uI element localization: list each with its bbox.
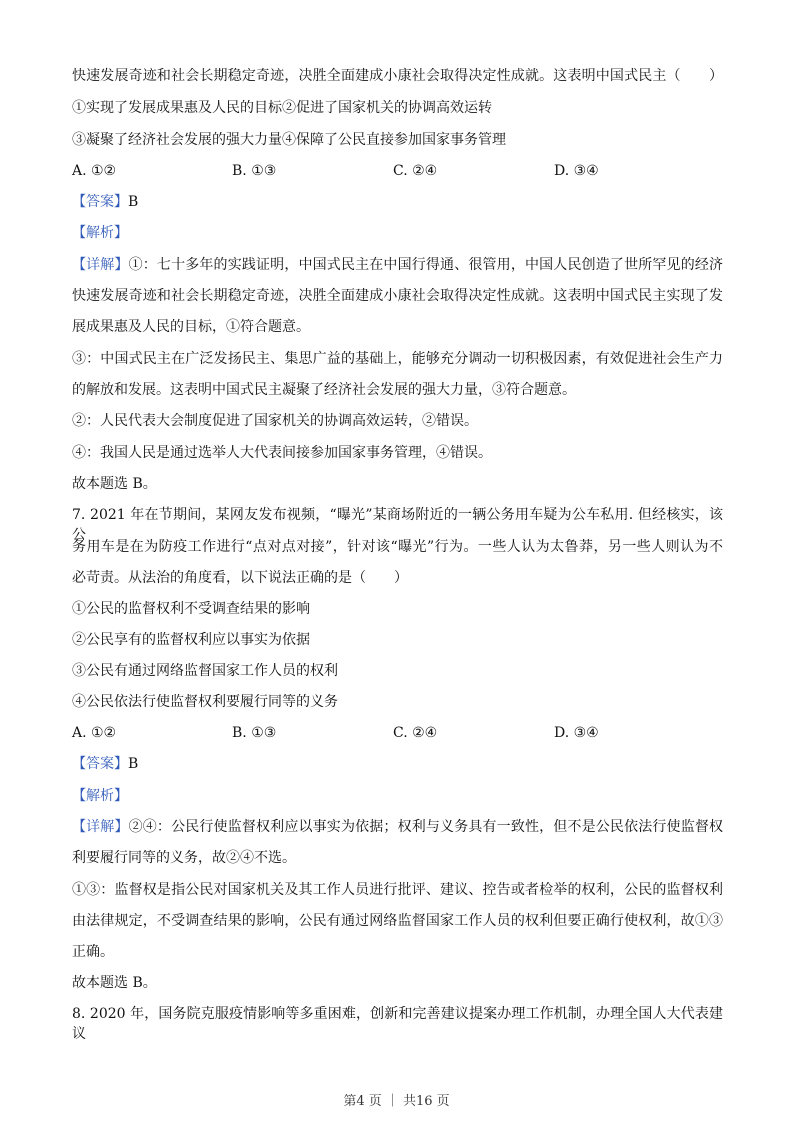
q6-detail-line: 快速发展奇迹和社会长期稳定奇迹，决胜全面建成小康社会取得决定性成就。这表明中国式民主实现了发 [72,288,723,304]
q6-option-a: A. ①② [72,163,117,179]
q6-option-c: C. ②④ [393,163,438,179]
detail-label: 【详解】 [72,819,129,835]
q6-option-d: D. ③④ [554,163,599,179]
q8-stem-line: 8. 2020 年，国务院克服疫情影响等多重困难，创新和完善建议提案办理工作机制，办理全国人大代表建议 [72,1006,723,1042]
q6-statement-34: ③凝聚了经济社会发展的强大力量④保障了公民直接参加国家事务管理 [72,132,506,148]
q7-detail-line: 由法律规定，不受调查结果的影响，公民有通过网络监督国家工作人员的权利但要正确行使权利，故①③ [72,913,723,929]
q7-option-d: D. ③④ [554,725,599,741]
page-footer: 第4 页 ｜ 共16 页 [343,1094,450,1109]
q6-detail-line: ③：中国式民主在广泛发扬民主、集思广益的基础上，能够充分调动一切积极因素，有效促进社会生产力 [72,351,723,367]
q6-option-b: B. ①③ [232,163,277,179]
q7-statement: ③公民有通过网络监督国家工作人员的权利 [72,663,338,679]
answer-value: B [128,756,139,772]
q6-conclusion: 故本题选 B。 [72,476,157,492]
q6-answer [72,192,138,212]
q7-statement: ④公民依法行使监督权利要履行同等的义务 [72,694,338,710]
q7-detail-line [72,817,723,837]
answer-label: 【答案】 [72,756,128,772]
answer-label: 【答案】 [72,194,128,210]
q6-stem-line: 快速发展奇迹和社会长期稳定奇迹，决胜全面建成小康社会取得决定性成就。这表明中国式民主（ ） [72,68,723,84]
q7-detail-line: 利要履行同等的义务，故②④不选。 [72,850,296,866]
answer-value: B [128,194,139,210]
q7-detail-line: 正确。 [72,944,114,960]
q7-stem-line: 7. 2021 年在节期间，某网友发布视频，“曝光”某商场附近的一辆公务用车疑为公车私用. 但经核实，该公 [72,507,723,543]
q6-analysis-label: 【解析】 [72,225,128,241]
detail-label: 【详解】 [72,257,129,273]
q7-stem-line: 务用车是在为防疫工作进行“点对点对接”，针对该“曝光”行为。一些人认为太鲁莽，另一些人则认为不 [72,539,723,555]
q7-option-a: A. ①② [72,725,117,741]
q7-answer [72,754,138,774]
q6-detail-line: 的解放和发展。这表明中国式民主凝聚了经济社会发展的强大力量，③符合题意。 [72,382,576,398]
q6-detail-line: 展成果惠及人民的目标，①符合题意。 [72,319,310,335]
q7-statement: ②公民享有的监督权利应以事实为依据 [72,632,310,648]
q7-detail-line: ①③：监督权是指公民对国家机关及其工作人员进行批评、建议、控告或者检举的权利，公民的监督权利 [72,882,723,898]
q7-analysis-label: 【解析】 [72,788,128,804]
q6-detail-line: ④：我国人民是通过选举人大代表间接参加国家事务管理，④错误。 [72,445,492,461]
q7-statement: ①公民的监督权利不受调查结果的影响 [72,601,310,617]
q7-option-b: B. ①③ [232,725,277,741]
q6-detail-line: ②：人民代表大会制度促进了国家机关的协调高效运转，②错误。 [72,413,478,429]
q6-detail-line [72,255,723,275]
q6-detail-text: ①：七十多年的实践证明，中国式民主在中国行得通、很管用，中国人民创造了世所罕见的经济 [128,257,724,273]
q7-stem-line: 必苛责。从法治的角度看，以下说法正确的是（ ） [72,570,408,586]
q7-detail-text: ②④：公民行使监督权利应以事实为依据；权利与义务具有一致性，但不是公民依法行使监督权 [128,819,724,835]
q6-statement-12: ①实现了发展成果惠及人民的目标②促进了国家机关的协调高效运转 [72,100,492,116]
q7-conclusion: 故本题选 B。 [72,975,157,991]
q7-option-c: C. ②④ [393,725,438,741]
